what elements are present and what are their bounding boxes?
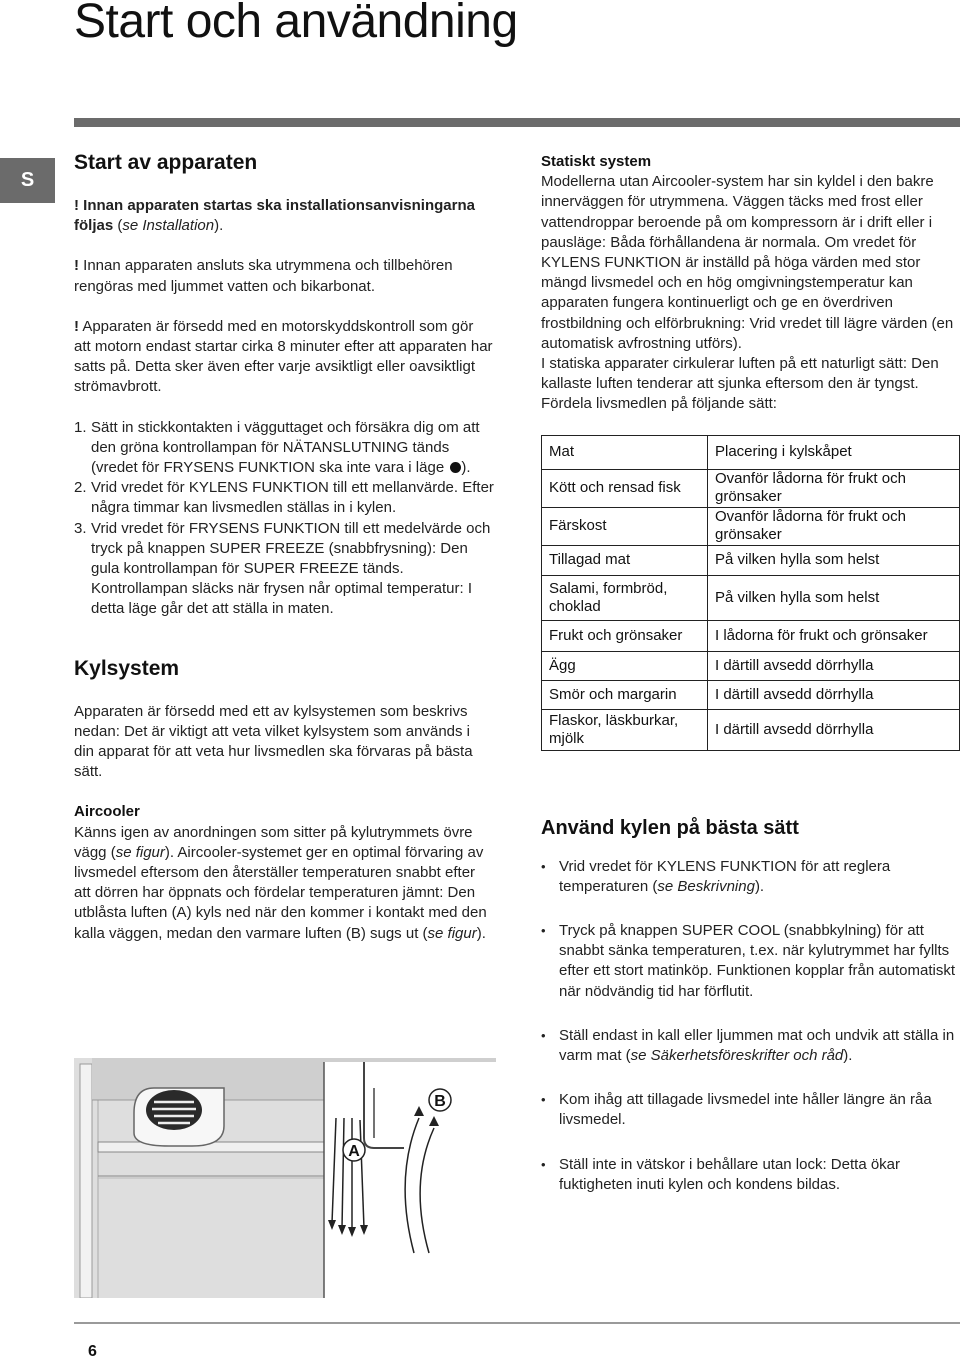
bullet-icon: • [541, 1027, 546, 1043]
list-item [541, 1026, 960, 1066]
right-column [541, 152, 960, 1219]
tip-text: Ställ endast in kall eller ljummen mat och undvik att ställa in varm mat ( [559, 1026, 955, 1065]
start-steps [74, 418, 494, 620]
table-header-row [542, 435, 960, 469]
start-warning-1-post: ). [214, 217, 224, 235]
aircooler-illustration [74, 1058, 496, 1298]
tip-text: Ställ inte in vätskor i behållare utan lock: Detta ökar fuktigheten inuti kylen och kondens bildas. [559, 1155, 901, 1193]
warning-mark: ! [74, 317, 79, 335]
step-text: Sätt in stickkontakten i vägguttaget och försäkra dig om att den gröna kontrollampan för NÄTANSLUTNING tänds (vredet för FRYSENS FUNKTION ska inte vara i läge [91, 418, 480, 477]
food-placement-table [541, 435, 960, 751]
table-row [542, 575, 960, 620]
kylsystem-heading: Kylsystem [74, 656, 180, 680]
bullet-icon: • [541, 1092, 546, 1108]
start-warning-2-text: Innan apparaten ansluts ska utrymmena och tillbehören rengöras med ljummet vatten och bikarbonat. [74, 257, 453, 295]
table-cell-placement: På vilken hylla som helst [708, 545, 960, 575]
table-row [542, 507, 960, 545]
table-row [542, 680, 960, 709]
table-cell-food: Färskost [542, 507, 708, 545]
tip-ref: se Säkerhetsföreskrifter och råd [630, 1047, 844, 1065]
table-cell-food: Flaskor, läskburkar, mjölk [542, 709, 708, 750]
bullet-icon: • [541, 923, 546, 939]
table-cell-placement: Ovanför lådorna för frukt och grönsaker [708, 469, 960, 507]
bullet-icon: • [541, 1156, 546, 1172]
start-warning-1-bold: ! Innan apparaten startas ska installationsanvisningarna följas [74, 197, 475, 235]
start-warning-3 [74, 317, 494, 398]
start-warning-2 [74, 256, 494, 296]
step-text: Vrid vredet för KYLENS FUNKTION till ett mellanvärde. Efter några timmar kan livsmedlen ställas in i kylen. [91, 479, 494, 517]
bullet-icon: • [541, 858, 546, 874]
list-item [541, 1090, 960, 1130]
table-header-food: Mat [542, 435, 708, 469]
aircooler-figure [74, 1058, 496, 1298]
tips-list [541, 857, 960, 1195]
table-cell-placement: I lådorna för frukt och grönsaker [708, 620, 960, 651]
table-row [542, 651, 960, 680]
tip-text-end: ). [754, 877, 765, 895]
step-number: 2. [74, 479, 87, 497]
aircooler-text [74, 823, 494, 944]
aircooler-text-c: ). [476, 924, 486, 942]
tip-ref: se Beskrivning [657, 877, 755, 895]
kylsystem-intro: Apparaten är försedd med ett av kylsystemen som beskrivs nedan: Det är viktigt att veta vilket kylsystem som används i din apparat för att veta hur livsmedlen ska förvaras på bästa sätt. [74, 702, 473, 781]
table-row [542, 545, 960, 575]
page-title: Start och användning [74, 0, 518, 48]
table-cell-food: Salami, formbröd, choklad [542, 575, 708, 620]
language-tab: S [0, 158, 55, 203]
filled-circle-icon [450, 462, 461, 473]
tip-text: Kom ihåg att tillagade livsmedel inte håller längre än råa livsmedel. [559, 1091, 932, 1129]
left-column [74, 150, 494, 944]
list-item [74, 478, 494, 518]
table-cell-placement: Ovanför lådorna för frukt och grönsaker [708, 507, 960, 545]
header-rule [74, 118, 960, 127]
statiskt-text-2: I statiska apparater cirkulerar luften på ett naturligt sätt: Den kallaste luften tenderar att sjunka eftersom den är tyngst. Fördela livsmedlen på följande sätt: [541, 355, 939, 413]
statiskt-heading: Statiskt system [541, 153, 652, 170]
aircooler-text-b: ). Aircooler-systemet ger en optimal förvaring av livsmedel eftersom den återställer temperaturen snabbt efter att dörren har öppnats och fördelar temperaturen jämnt: Den utblåsta luften (A) kyls ned när den kommer i kontakt med den kalla väggen, medan den varmare luften (B) sugs ut ( [74, 843, 487, 942]
table-cell-placement: I därtill avsedd dörrhylla [708, 651, 960, 680]
start-warning-3-text: Apparaten är försedd med en motorskyddskontroll som gör att motorn endast startar cirka 8 minuter efter att apparaten har satts på. Detta sker även efter varje avsiktligt eller oavsiktligt strömavbrott. [74, 317, 493, 396]
list-item [74, 519, 494, 620]
step-number: 3. [74, 519, 87, 537]
footer-rule [74, 1322, 960, 1324]
tips-heading: Använd kylen på bästa sätt [541, 816, 799, 839]
aircooler-text-a: Känns igen av anordningen som sitter på kylutrymmets övre vägg ( [74, 823, 473, 861]
tip-text-end: ). [843, 1047, 853, 1065]
statiskt-text-1: Modellerna utan Aircooler-system har sin kyldel i den bakre innerväggen för utrymmena. Väggen täcks med frost eller vattendroppar beroende på om kompressorn är i drift eller i pausläge: Båda förhållandena är normala. Om vredet för KYLENS FUNKTION är inställd på höga värden med stor mängd livsmedel och en hög omgivningstemperatur kan apparaten fungera kontinuerligt och ge en överdriven frostbildning och elförbrukning: Vrid vredet till lägre värden (en automatisk avfrostning utförs). [541, 173, 954, 352]
start-heading: Start av apparaten [74, 151, 258, 174]
table-cell-placement: I därtill avsedd dörrhylla [708, 709, 960, 750]
start-warning-1-pre: ( [113, 217, 123, 235]
list-item [541, 857, 960, 897]
table-cell-placement: På vilken hylla som helst [708, 575, 960, 620]
start-warning-1 [74, 196, 494, 236]
table-cell-food: Tillagad mat [542, 545, 708, 575]
page-number: 6 [88, 1343, 97, 1360]
table-cell-food: Kött och rensad fisk [542, 469, 708, 507]
aircooler-heading: Aircooler [74, 803, 140, 821]
figure-ref: se figur [427, 924, 477, 942]
step-text-end: ). [461, 459, 471, 477]
table-cell-placement: I därtill avsedd dörrhylla [708, 680, 960, 709]
table-row [542, 620, 960, 651]
step-number: 1. [74, 418, 87, 436]
tip-text: Tryck på knappen SUPER COOL (snabbkylning) för att snabbt sänka temperaturen, t.ex. när kylutrymmet har fyllts efter ett stort matinköp. Funktionen kopplar från automatiskt när nödvändig tid har förflutit. [559, 922, 956, 1000]
table-row [542, 469, 960, 507]
table-header-placement: Placering i kylskåpet [708, 435, 960, 469]
list-item [541, 921, 960, 1002]
list-item [74, 418, 494, 479]
figure-label-a: A [348, 1143, 360, 1160]
warning-mark: ! [74, 257, 79, 275]
step-text: Vrid vredet för FRYSENS FUNKTION till ett medelvärde och tryck på knappen SUPER FREEZE (snabbfrysning): Den gula kontrollampan för SUPER FREEZE tänds. [91, 519, 491, 578]
figure-label-b: B [434, 1093, 446, 1110]
start-warning-1-ref: se Installation [122, 217, 215, 235]
table-row [542, 709, 960, 750]
list-item [541, 1155, 960, 1195]
table-cell-food: Smör och margarin [542, 680, 708, 709]
table-cell-food: Frukt och grönsaker [542, 620, 708, 651]
step-text-2: Kontrollampan släcks när frysen når optimal temperatur: I detta läge går det att ställa in maten. [91, 580, 472, 618]
tip-text: Vrid vredet för KYLENS FUNKTION för att reglera temperaturen ( [559, 857, 891, 895]
figure-ref: se figur [115, 843, 165, 861]
table-cell-food: Ägg [542, 651, 708, 680]
